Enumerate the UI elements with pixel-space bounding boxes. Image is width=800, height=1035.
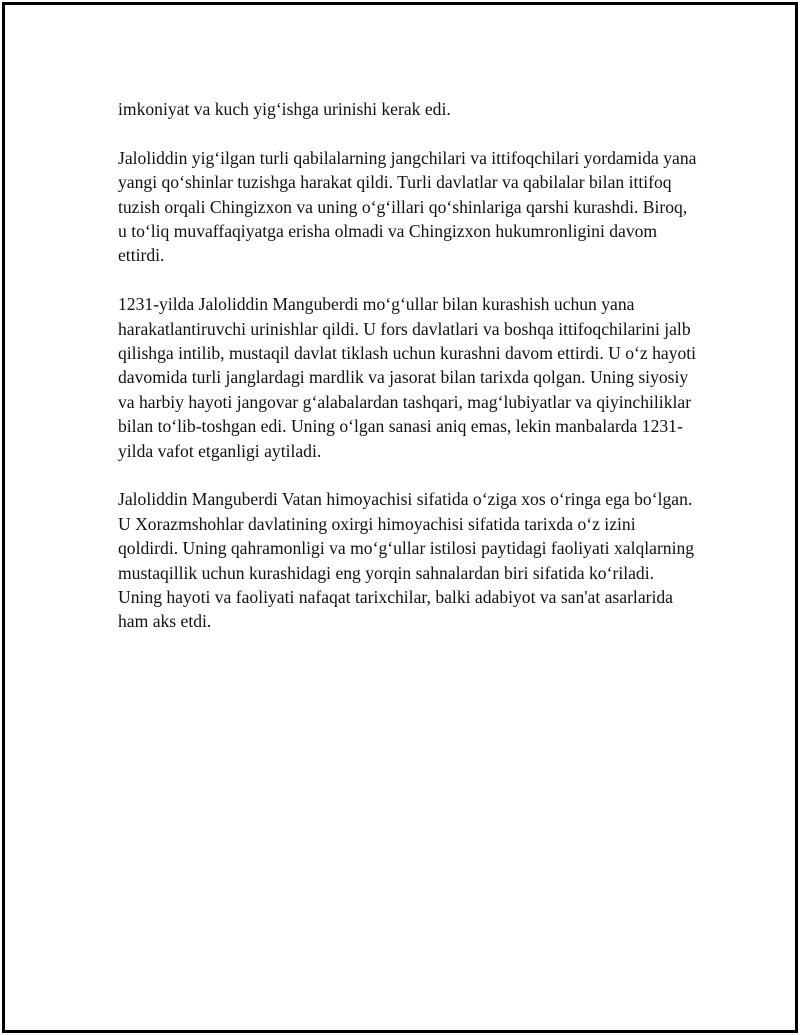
document-page [2, 2, 798, 1033]
paragraph-2: Jaloliddin yig‘ilgan turli qabilalarning jangchilari va ittifoqchilari yordamida yana yangi qo‘shinlar tuzishga harakat qildi. Turli davlatlar va qabilalar bilan ittifoq tuzish orqali Chingizxon va uning o‘g‘illari qo‘shinlariga qarshi kurashdi. Biroq, u to‘liq muvaffaqiyatga erisha olmadi va Chingizxon hukumronligini davom ettirdi. [118, 147, 697, 266]
paragraph-3: 1231-yilda Jaloliddin Manguberdi mo‘g‘ullar bilan kurashish uchun yana harakatlantiruvchi urinishlar qildi. U fors davlatlari va boshqa ittifoqchilarini jalb qilishga intilib, mustaqil davlat tiklash uchun kurashni davom ettirdi. U o‘z hayoti davomida turli janglardagi mardlik va jasorat bilan tarixda qolgan. Uning siyosiy va harbiy hayoti jangovar g‘alabalardan tashqari, mag‘lubiyatlar va qiyinchiliklar bilan to‘lib-toshgan edi. Uning o‘lgan sanasi aniq emas, lekin manbalarda 1231-yilda vafot etganligi aytiladi. [118, 294, 697, 461]
paragraph-4: Jaloliddin Manguberdi Vatan himoyachisi sifatida o‘ziga xos o‘ringa ega bo‘lgan. U Xorazmshohlar davlatining oxirgi himoyachisi sifatida tarixda o‘z izini qoldirdi. Uning qahramonligi va mo‘g‘ullar istilosi paytidagi faoliyati xalqlarning mustaqillik uchun kurashidagi eng yorqin sahnalardan biri sifatida ko‘riladi. Uning hayoti va faoliyati nafaqat tarixchilar, balki adabiyot va san'at asarlarida ham aks etdi. [118, 489, 695, 632]
paragraph-1: imkoniyat va kuch yig‘ishga urinishi kerak edi. [118, 99, 451, 119]
document-body [118, 97, 698, 634]
